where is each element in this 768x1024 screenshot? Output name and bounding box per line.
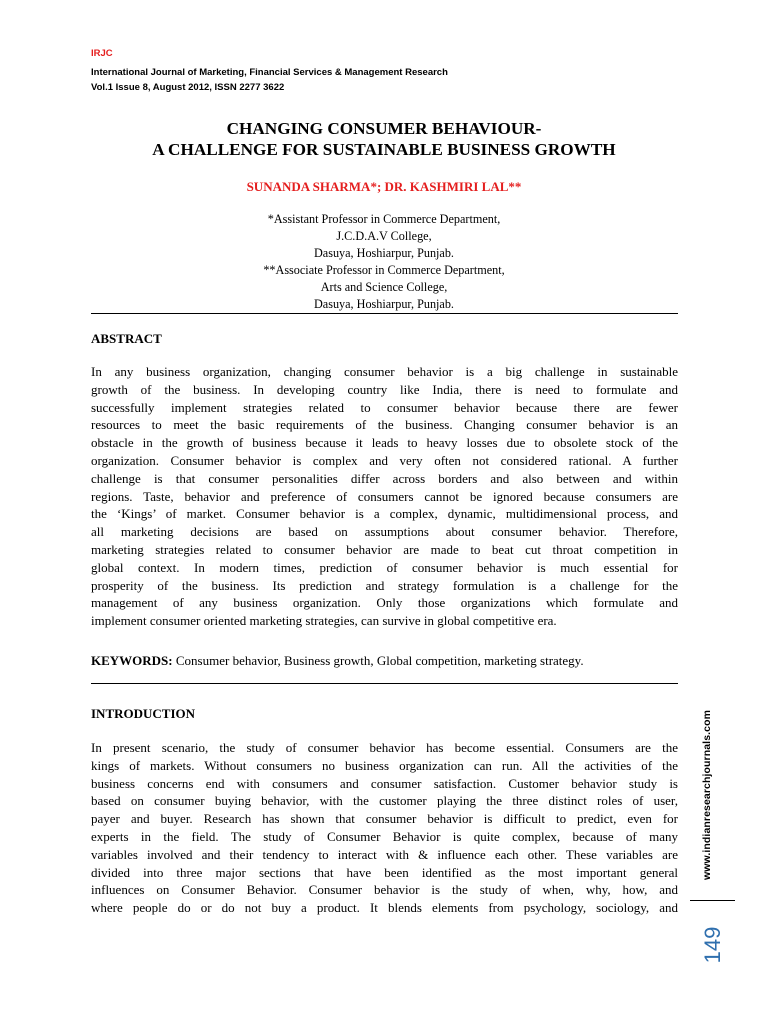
abstract-line: resources to meet the basic requirements of the business. Changing consumer behavior is an xyxy=(91,417,678,433)
keywords-text: Consumer behavior, Business growth, Global competition, marketing strategy. xyxy=(172,653,584,668)
introduction-line: experts in the field. The study of Consumer Behavior is quite complex, because of many xyxy=(91,828,678,844)
introduction-line: payer and buyer. Research has shown that consumer behavior is difficult to predict, even for xyxy=(91,811,678,827)
introduction-body xyxy=(91,739,678,917)
introduction-line: kings of markets. Without consumers no business organization can run. All the activities of the xyxy=(91,757,678,773)
introduction-line: divided into three major sections that have been identified as the most important general xyxy=(91,864,678,880)
title-line-1: CHANGING CONSUMER BEHAVIOUR- xyxy=(226,119,542,138)
introduction-line: based on consumer buying behavior, with the customer playing the three distinct roles of user, xyxy=(91,793,678,809)
header-divider xyxy=(91,313,678,314)
introduction-line: In present scenario, the study of consumer behavior has become essential. Consumers are the xyxy=(91,740,678,755)
paper-title xyxy=(91,118,677,160)
abstract-line: prosperity of the business. Its prediction and strategy formulation is a challenge for the xyxy=(91,577,678,593)
abstract-line: regions. Taste, behavior and preference of consumers cannot be ignored because consumers are xyxy=(91,488,678,504)
keywords-line xyxy=(91,653,681,669)
introduction-heading: INTRODUCTION xyxy=(91,706,196,721)
abstract-line: the ‘Kings’ of market. Consumer behavior is a complex, dynamic, multidimensional process, and xyxy=(91,506,678,522)
journal-issue: Vol.1 Issue 8, August 2012, ISSN 2277 3622 xyxy=(91,82,285,93)
abstract-line: organization. Consumer behavior is complex and very often not considered rational. A further xyxy=(91,452,678,468)
abstract-line: marketing strategies related to consumer behavior are made to beat cut throat competition in xyxy=(91,541,678,557)
abstract-line: challenge is that consumer personalities differ across borders and also between and within xyxy=(91,470,678,486)
affiliation-line: *Assistant Professor in Commerce Department, xyxy=(267,212,501,226)
page-number xyxy=(700,915,726,975)
page-number-text: 149 xyxy=(700,926,725,964)
abstract-line: implement consumer oriented marketing strategies, can survive in global competitive era. xyxy=(91,613,557,629)
affiliation-line: Dasuya, Hoshiarpur, Punjab. xyxy=(314,246,454,260)
title-line-2: A CHALLENGE FOR SUSTAINABLE BUSINESS GROWTH xyxy=(152,140,616,159)
page-number-divider xyxy=(690,900,735,901)
journal-website-url-text[interactable]: www.indianresearchjournals.com xyxy=(701,709,713,881)
abstract-body xyxy=(91,363,678,630)
affiliation-line: Dasuya, Hoshiarpur, Punjab. xyxy=(314,297,454,311)
affiliation-line: J.C.D.A.V College, xyxy=(336,229,432,243)
journal-name: International Journal of Marketing, Financial Services & Management Research xyxy=(91,67,448,78)
abstract-line: global context. In modern times, prediction of consumer behavior is much essential for xyxy=(91,559,678,575)
abstract-line: all marketing decisions are based on assumptions about consumer behavior. Therefore, xyxy=(91,524,678,540)
introduction-line: variables involved and their tendency to interact with & influence each other. These variables are xyxy=(91,846,678,862)
introduction-line: influences on Consumer Behavior. Consumer behavior is the study of when, why, how, and xyxy=(91,882,678,898)
affiliation-line: Arts and Science College, xyxy=(320,280,448,294)
affiliation-line: **Associate Professor in Commerce Department, xyxy=(263,263,505,277)
introduction-line: where people do or do not buy a product. It blends elements from psychology, sociology, and xyxy=(91,900,678,916)
abstract-line: In any business organization, changing consumer behavior is a big challenge in sustainable xyxy=(91,364,678,379)
journal-abbreviation: IRJC xyxy=(91,48,113,59)
abstract-line: growth of the business. In developing country like India, there is need to formulate and xyxy=(91,381,678,397)
introduction-line: business concerns end with consumers and consumer satisfaction. Customer behavior study is xyxy=(91,775,678,791)
author-affiliations xyxy=(91,211,677,313)
abstract-heading: ABSTRACT xyxy=(91,331,162,346)
abstract-line: successfully implement strategies related to consumer behavior because there are fewer xyxy=(91,399,678,415)
keywords-divider xyxy=(91,683,678,684)
abstract-line: obstacle in the growth of business because it leads to heavy losses due to obsolete stock of the xyxy=(91,435,678,451)
keywords-label: KEYWORDS: xyxy=(91,653,173,668)
journal-website-url[interactable] xyxy=(699,700,715,890)
author-names: SUNANDA SHARMA*; DR. KASHMIRI LAL** xyxy=(246,179,522,194)
abstract-line: management of any business organization. Only those organizations which formulate and xyxy=(91,595,678,611)
